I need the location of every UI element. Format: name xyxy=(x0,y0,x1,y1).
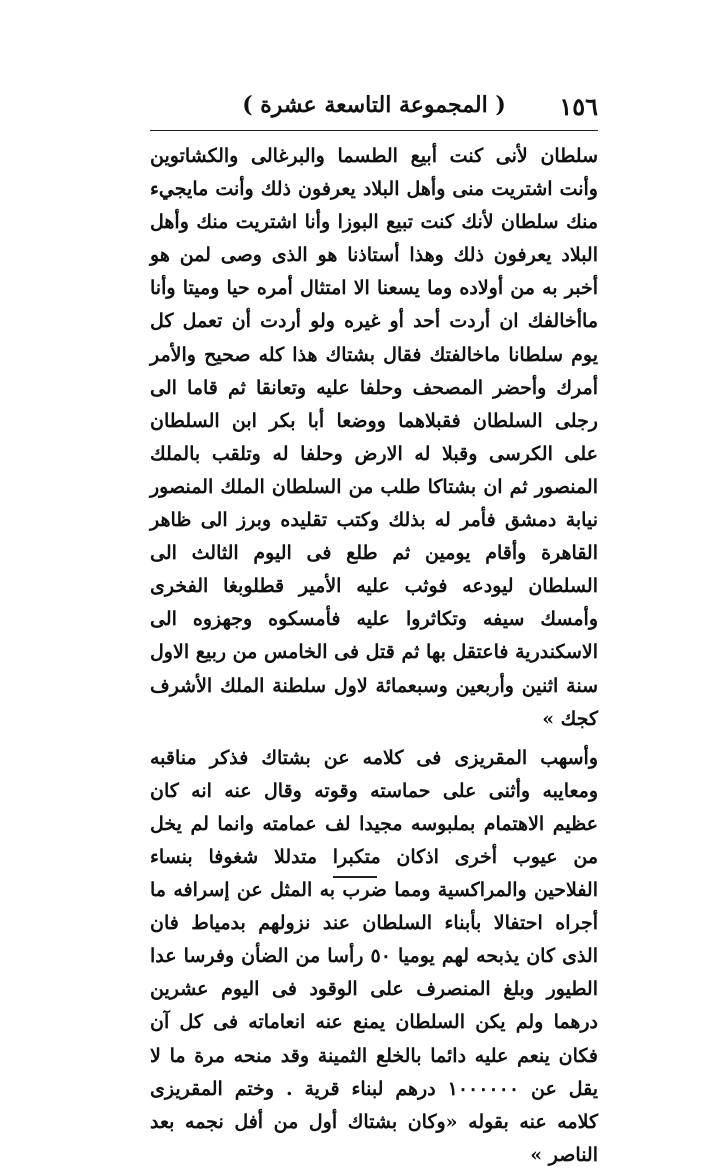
main-text xyxy=(150,140,598,1172)
running-title: ( المجموعة التاسعة عشرة ) xyxy=(242,92,506,118)
header-divider xyxy=(150,130,598,131)
paragraph-1: سلطان لأنى كنت أبيع الطسما والبرغالى والكشاتوين وأنت اشتريت منى وأهل البلاد يعرفون ذلك وأنت مايجيء منك سلطان لأنك كنت تبيع البوزا وأنا اشتريت منك وأهل البلاد يعرفون ذلك وهذا أستاذنا هو الذى وصى لمن هو أخبر به من أولاده وما يسعنا الا امتثال أمره حيا وميتا وأنا ماأخالفك ان أردت أحد أو غيره ولو أردت أن تعمل كل يوم سلطانا ماخالفتك فقال بشتاك هذا كله صحيح والأمر أمرك وأحضر المصحف وحلفا عليه وتعانقا ثم قاما الى رجلى السلطان فقبلاهما ووضعا أبا بكر ابن السلطان على الكرسى وقبلا له الارض وحلفا له وتلقب بالملك المنصور ثم ان بشتاكا طلب من السلطان الملك المنصور نيابة دمشق فأمر له بذلك وكتب تقليده وبرز الى ظاهر القاهرة وأقام يومين ثم طلع فى اليوم الثالث الى السلطان ليودعه فوثب عليه الأمير قطلوبغا الفخرى وأمسك سيفه وتكاثروا عليه فأمسكوه وجهزوه الى الاسكندرية فاعتقل بها ثم قتل فى الخامس من ربيع الاول سنة اثنين وأربعين وسبعمائة لاول سلطنة الملك الأشرف كجك » xyxy=(150,145,598,730)
paragraph-2: وأسهب المقريزى فى كلامه عن بشتاك فذكر مناقبه ومعايبه وأثنى على حماسته وقوته وقال عنه انه كان عظيم الاهتمام بملبوسه مجيدا لف عمامته وانما لم يخل من عيوب أخرى اذكان متكبرا متدللا شغوفا بنساء الفلاحين والمراكسية ومما ضرب به المثل عن إسرافه ما أجراه احتفالا بأبناء السلطان عند نزولهم بدمياط فان الذى كان يذبحه لهم يوميا ٥٠ رأسا من الضأن وفرسا عدا الطيور وبلغ المنصرف على الوقود فى اليوم عشرين درهما ولم يكن السلطان يمنع عنه انعاماته فى كل آن فكان ينعم عليه دائما بالخلع الثمينة وقد منحه مرة ما لا يقل عن ١٠٠٠٠٠٠ درهم لبناء قرية . وختم المقريزى كلامه عنه بقوله «وكان بشتاك أول من أفل نجمه بعد الناصر » xyxy=(150,746,599,1166)
page-header xyxy=(150,88,598,128)
end-divider xyxy=(333,876,377,878)
page-number: ١٥٦ xyxy=(559,92,598,121)
